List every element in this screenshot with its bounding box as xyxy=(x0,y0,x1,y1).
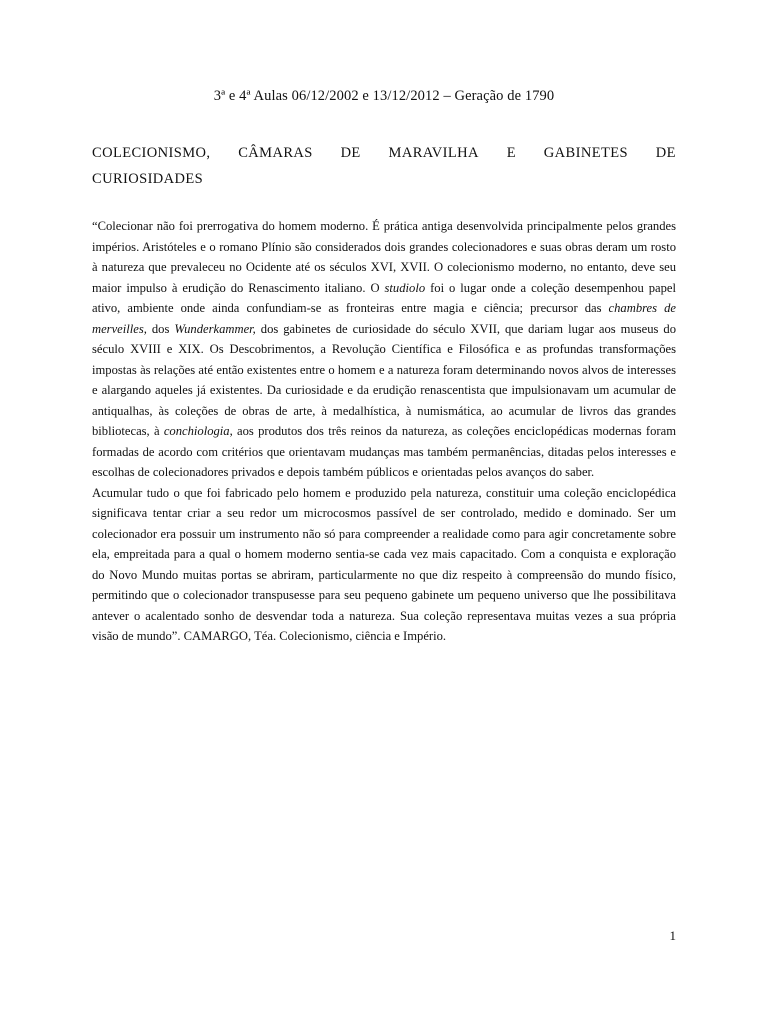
paragraph-1-text: , aos produtos dos três reinos da natureza, as coleções enciclopédicas modernas foram formadas de acordo com critérios que orientavam mudanças mas também permanências, ditadas pelos interesses e escolhas de colecionadores privados e depois também públicos e orientadas pelos avanços do saber. xyxy=(92,424,676,479)
title-word: DE xyxy=(655,145,676,161)
title-word: COLECIONISMO, xyxy=(92,145,211,161)
paragraph-1-text: “Colecionar não foi prerrogativa do homem moderno. É prática antiga desenvolvida principalmente pelos grandes impérios. Aristóteles e o romano Plínio são considerados dois grandes colecionadores e suas obras deram um rosto à natureza que prevaleceu no Ocidente até os séculos XVI, XVII. O colecionismo moderno, no entanto, deve seu maior impulso à erudição do Renascimento italiano. O xyxy=(92,219,676,295)
paragraph-1-text: dos xyxy=(146,321,175,336)
paragraph-2: Acumular tudo o que foi fabricado pelo homem e produzido pela natureza, constituir uma coleção enciclopédica significava tentar criar a seu redor um microcosmos passível de ser controlado, medido e dominado. Ser um colecionador era possuir um instrumento não só para compreender a realidade como para agir concretamente sobre ela, empreitada para a qual o homem moderno sentia-se cada vez mais capacitado. Com a conquista e exploração do Novo Mundo muitas portas se abriram, particularmente no que diz respeito à compreensão do mundo físico, permitindo que o colecionador transpusesse para seu pequeno gabinete um pequeno universo que lhe possibilitava antever o acalentado sonho de desvendar toda a natureza. Sua coleção representava muitas vezes a sua própria visão de mundo”. CAMARGO, Téa. Colecionismo, ciência e Império. xyxy=(92,485,676,643)
paragraph-1-text: dos gabinetes de curiosidade do século XVII, que dariam lugar aos museus do século XVIII e XIX. Os Descobrimentos, a Revolução Científica e Filosófica e as profundas transformações impostas às relações até então existentes entre o homem e a natureza foram determinando novos alvos de interesses e alargando aqueles já existentes. Da curiosidade e da erudição renascentista que impulsionavam um acumular de antiqualhas, às coleções de obras de arte, à medalhística, à numismática, ao acumular de livros das grandes bibliotecas, à xyxy=(92,321,676,438)
lesson-header: 3ª e 4ª Aulas 06/12/2002 e 13/12/2012 – Geração de 1790 xyxy=(213,88,555,104)
title-word: CÂMARAS xyxy=(238,145,313,161)
quotation-body xyxy=(92,216,676,647)
italic-term: chambres de merveilles, xyxy=(92,301,676,336)
title-line-2: CURIOSIDADES xyxy=(92,171,204,187)
title-word: E xyxy=(506,145,516,161)
italic-term: studiolo xyxy=(384,280,426,295)
document-title xyxy=(92,140,676,192)
paragraph-1-text: foi o lugar onde a coleção desempenhou papel ativo, ambiente onde ainda confundiam-se as fronteiras entre magia e ciência; precursor das xyxy=(92,280,676,315)
title-line-1 xyxy=(92,140,676,166)
italic-term: conchiologia xyxy=(163,424,230,438)
page-number: 1 xyxy=(669,928,676,943)
paragraph-1 xyxy=(92,216,676,483)
italic-term: Wunderkammer, xyxy=(174,321,256,336)
title-word: MARAVILHA xyxy=(388,145,479,161)
title-word: GABINETES xyxy=(543,145,628,161)
title-word: DE xyxy=(340,145,361,161)
